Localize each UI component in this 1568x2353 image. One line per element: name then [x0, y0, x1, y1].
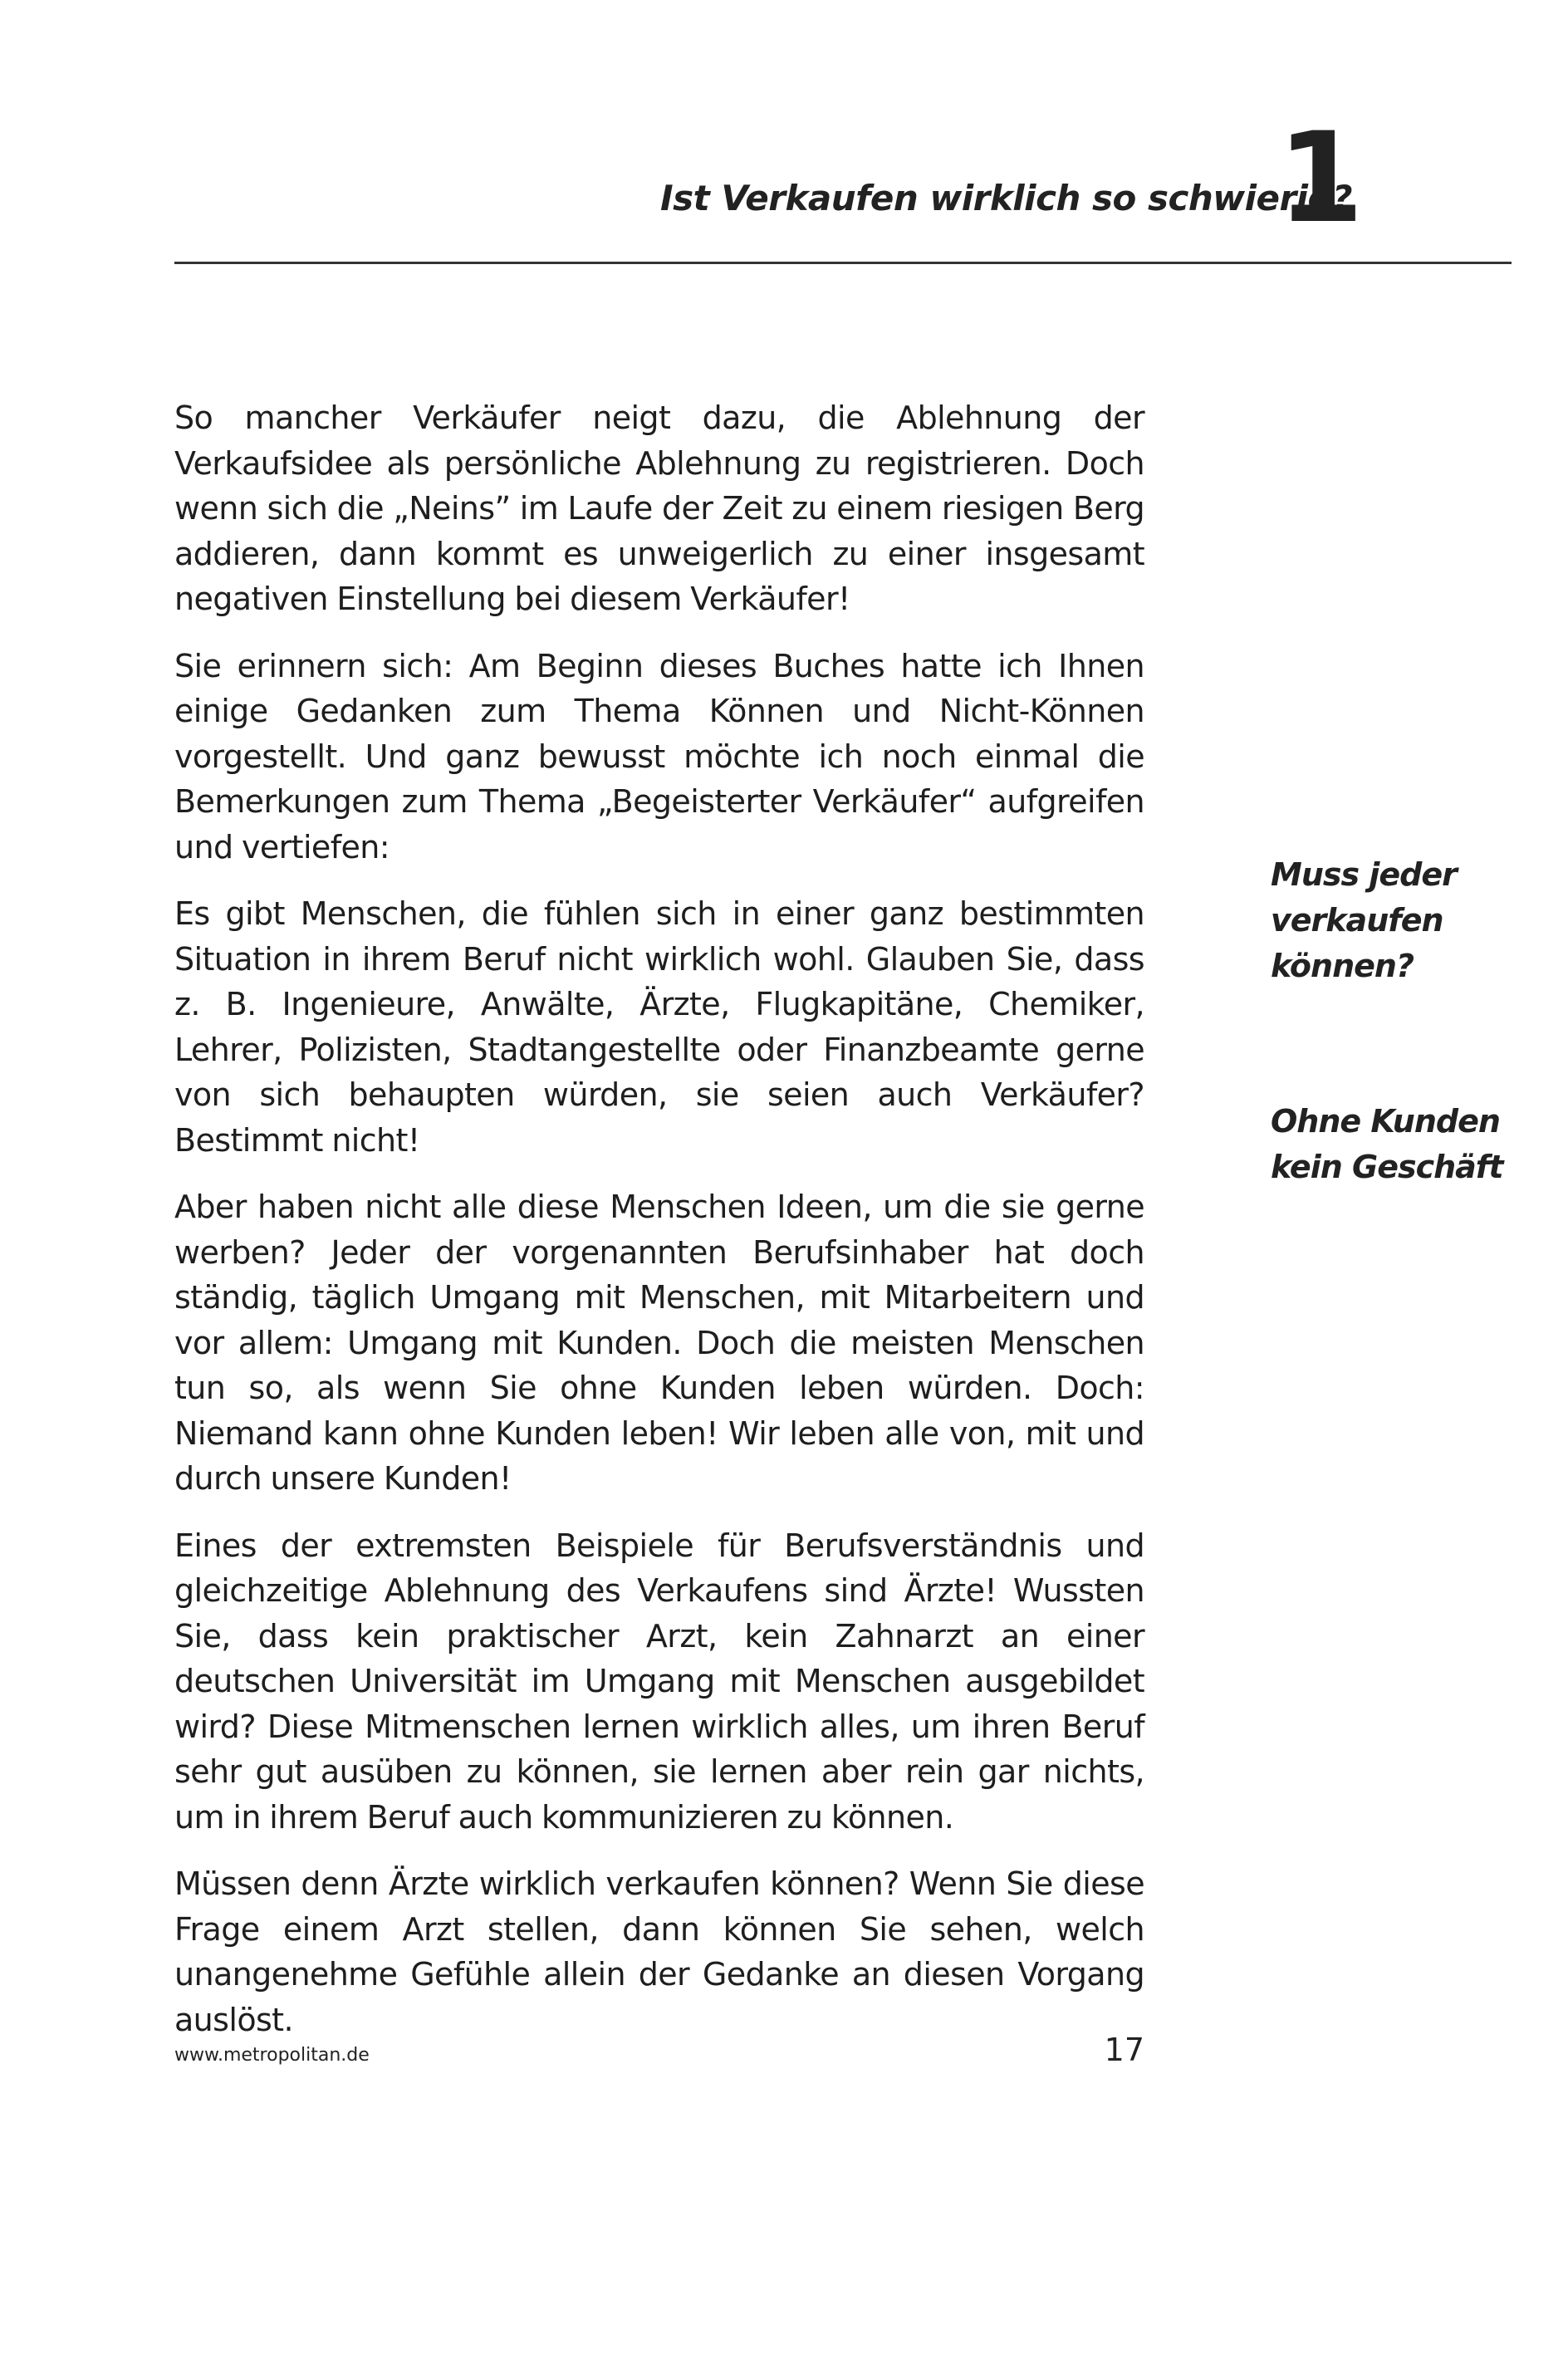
margin-note-line: verkaufen [1271, 902, 1443, 939]
page-header [174, 106, 1512, 266]
margin-note-muss-jeder-verkaufen [1271, 852, 1553, 989]
chapter-number: 1 [1276, 106, 1365, 251]
page-number: 17 [1104, 2032, 1144, 2068]
paragraph: Müssen denn Ärzte wirklich verkaufen können? Wenn Sie diese Frage einem Arzt stellen, dann können Sie sehen, welch unangenehme Gefühle allein der Gedanke an diesen Vorgang auslöst. [174, 1865, 1144, 2038]
footer-url: www.metropolitan.de [174, 2045, 370, 2066]
header-divider [174, 262, 1512, 264]
chapter-title: Ist Verkaufen wirklich so schwierig? [660, 178, 1352, 218]
paragraph: So mancher Verkäufer neigt dazu, die Ablehnung der Verkaufsidee als persönliche Ablehnung zu registrieren. Doch wenn sich die „Neins” im Laufe der Zeit zu einem riesigen Berg addieren, dann kommt es unweigerlich zu einer insgesamt negativen Einstellung bei diesem Verkäufer! [174, 400, 1144, 617]
margin-note-line: Muss jeder [1271, 856, 1457, 893]
paragraph: Aber haben nicht alle diese Menschen Ideen, um die sie gerne werben? Jeder der vorgenannten Berufsinhaber hat doch ständig, täglich Umgang mit Menschen, mit Mitarbeitern und vor allem: Umgang mit Kunden. Doch die meisten Menschen tun so, als wenn Sie ohne Kunden leben würden. Doch: Niemand kann ohne Kunden leben! Wir leben alle von, mit und durch unsere Kunden! [174, 1189, 1144, 1497]
paragraph: Es gibt Menschen, die fühlen sich in einer ganz bestimmten Situation in ihrem Beruf nicht wirklich wohl. Glauben Sie, dass z. B. Ingenieure, Anwälte, Ärzte, Flugkapitäne, Chemiker, Lehrer, Polizisten, Stadtangestellte oder Finanzbeamte gerne von sich behaupten würden, sie seien auch Verkäufer? Bestimmt nicht! [174, 895, 1144, 1159]
margin-note-line: können? [1271, 948, 1414, 984]
body-text [174, 395, 1144, 2064]
margin-note-line: Ohne Kunden [1271, 1103, 1500, 1140]
paragraph: Sie erinnern sich: Am Beginn dieses Buches hatte ich Ihnen einige Gedanken zum Thema Können und Nicht-Können vorgestellt. Und ganz bewusst möchte ich noch einmal die Bemerkungen zum Thema „Begeisterter Verkäufer“ aufgreifen und vertiefen: [174, 647, 1144, 865]
margin-note-line: kein Geschäft [1271, 1149, 1503, 1185]
margin-note-ohne-kunden [1271, 1099, 1553, 1190]
paragraph: Eines der extremsten Beispiele für Berufsverständnis und gleichzeitige Ablehnung des Verkaufens sind Ärzte! Wussten Sie, dass kein praktischer Arzt, kein Zahnarzt an einer deutschen Universität im Umgang mit Menschen ausgebildet wird? Diese Mitmenschen lernen wirklich alles, um ihren Beruf sehr gut ausüben zu können, sie lernen aber rein gar nichts, um in ihrem Beruf auch kommunizieren zu können. [174, 1527, 1144, 1836]
